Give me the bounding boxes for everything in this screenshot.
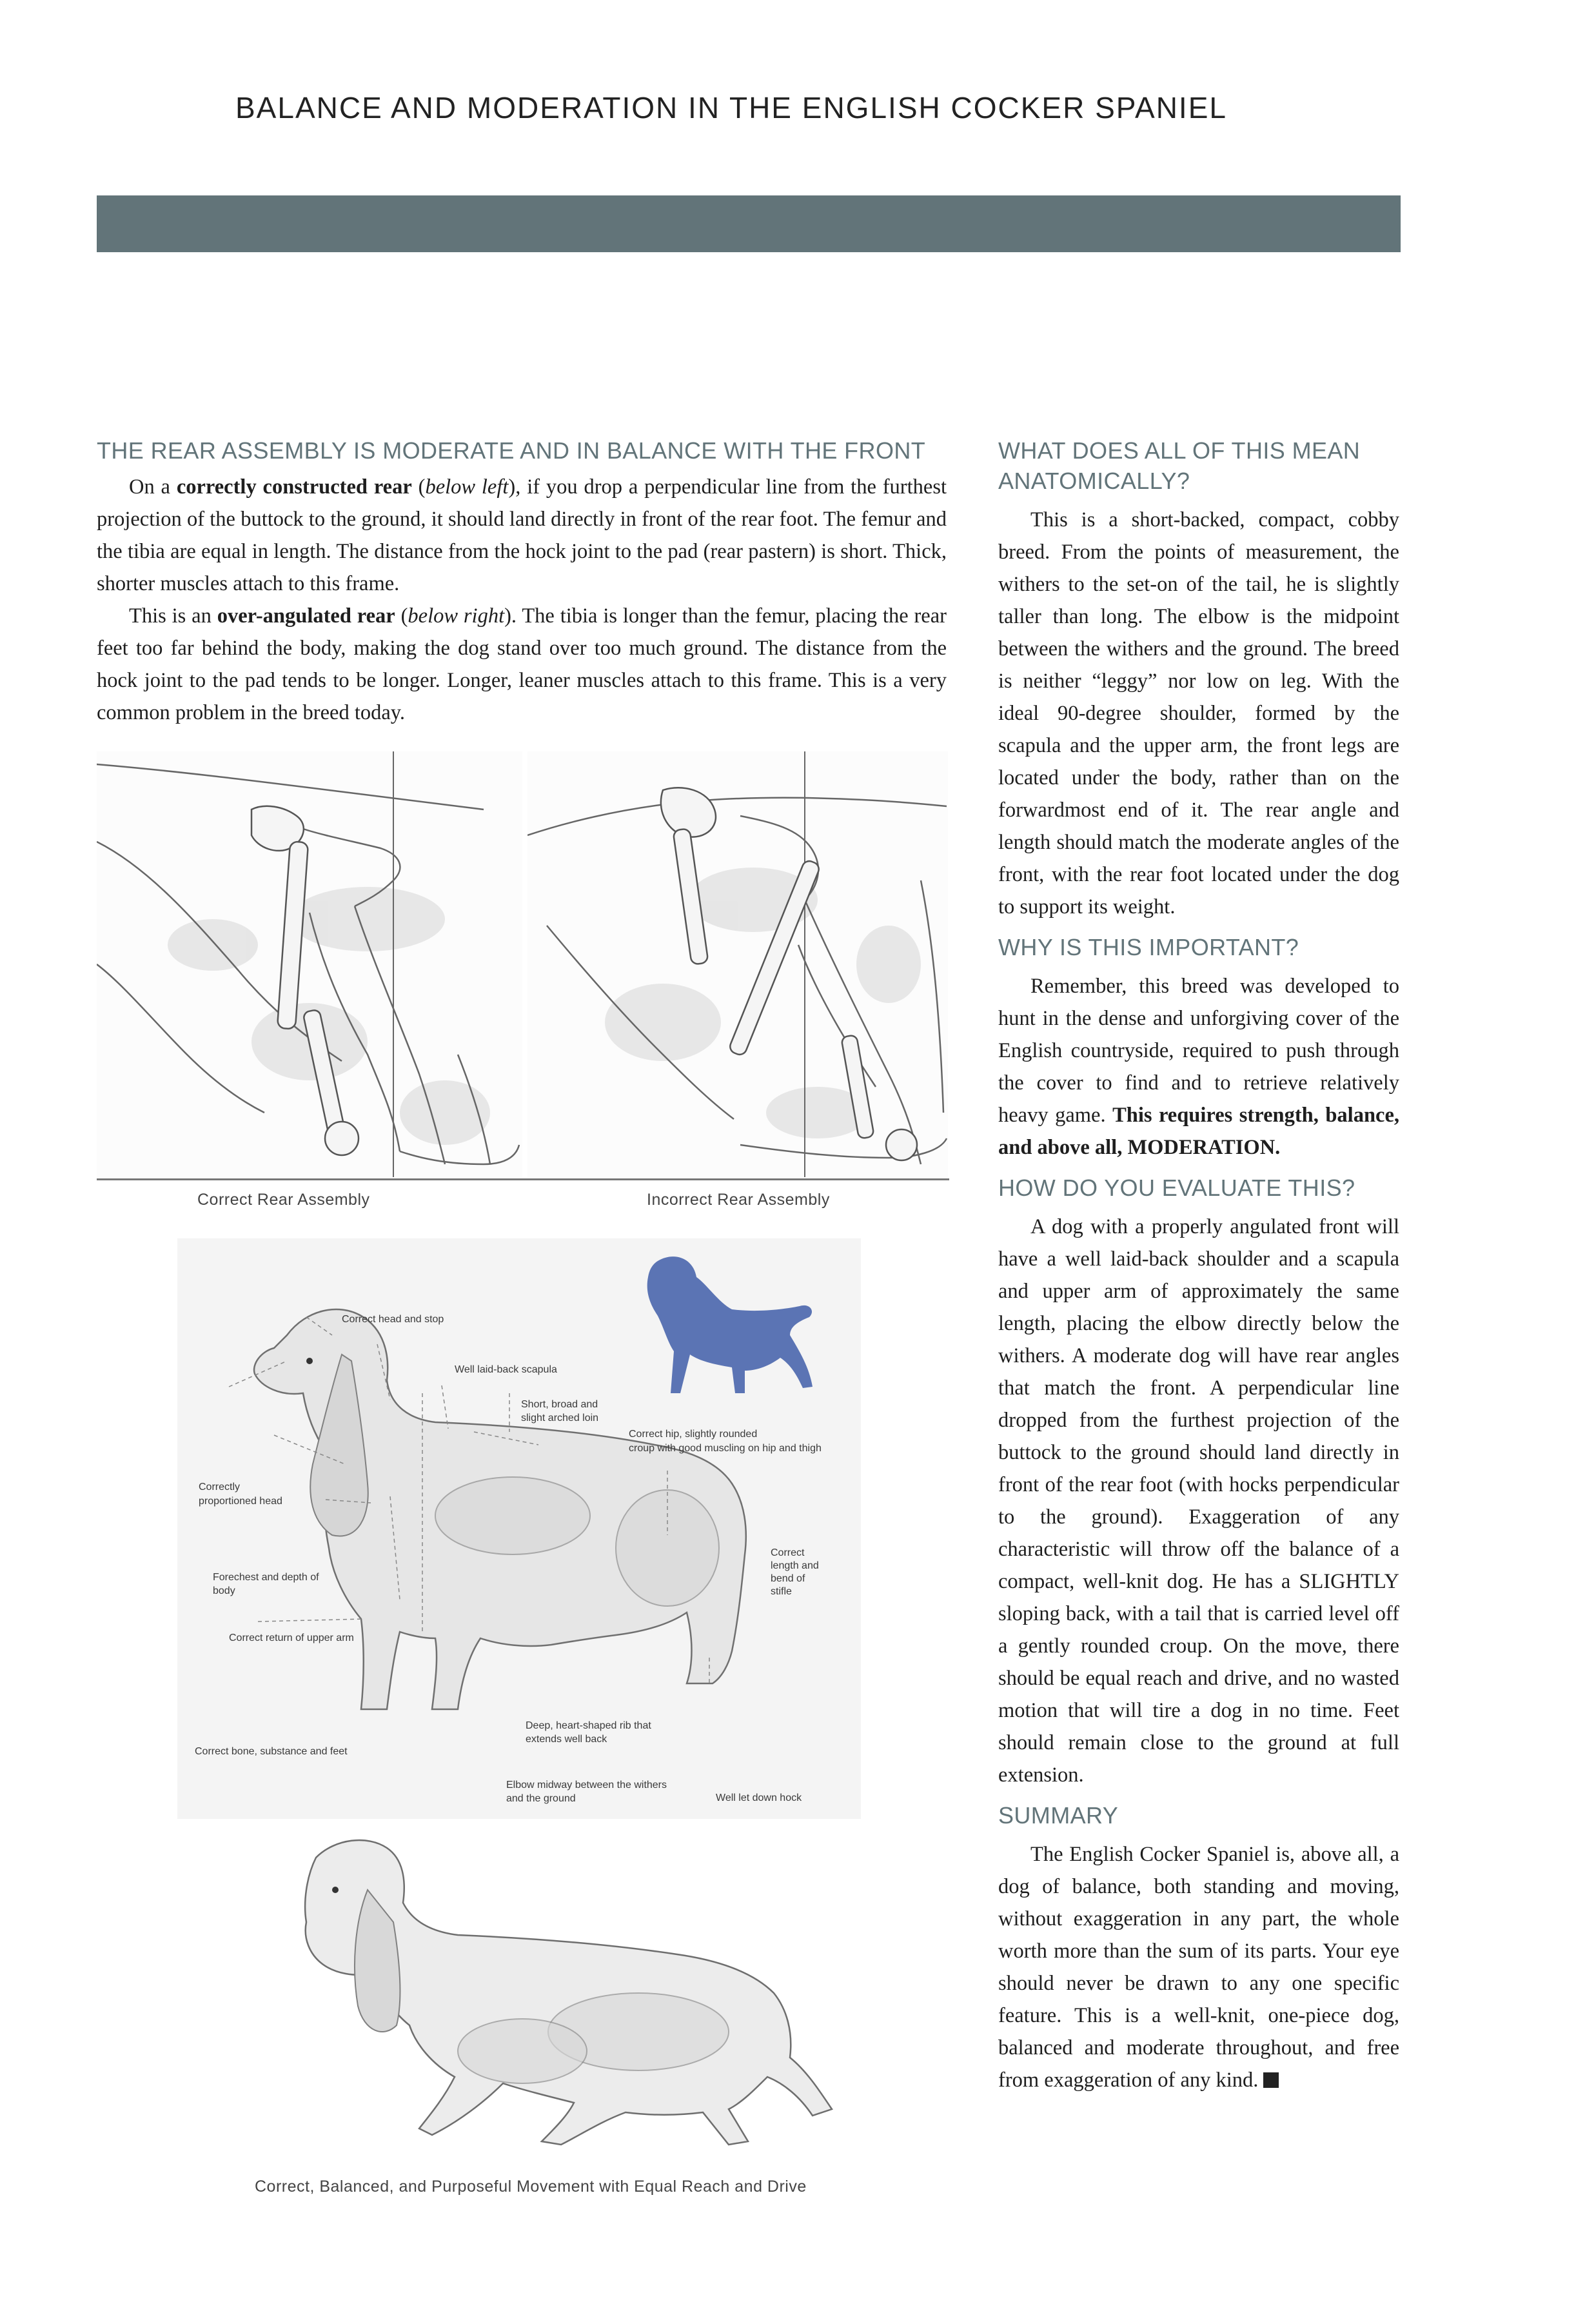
end-mark-icon bbox=[1263, 2072, 1279, 2088]
callout-upper-arm: Correct return of upper arm bbox=[229, 1632, 354, 1643]
rear-paragraph-1: On a correctly constructed rear (below left), if you drop a perpendicular line from the furthest projection of the buttock to the ground, it should land directly in front of the rear foot. The femur and the tibia are equal in length. The distance from the hock joint to the pad (rear pastern) is short. Thick, shorter muscles attach to this frame. bbox=[97, 475, 947, 595]
header-band bbox=[97, 195, 1401, 252]
evaluate-heading: HOW DO YOU EVALUATE THIS? bbox=[998, 1175, 1355, 1201]
callout-stifle-3: bend of bbox=[771, 1573, 805, 1584]
callout-elbow-1: Elbow midway between the withers bbox=[506, 1780, 667, 1791]
summary-heading: SUMMARY bbox=[998, 1802, 1119, 1829]
correct-rear-illustration bbox=[97, 751, 522, 1177]
caption-movement: Correct, Balanced, and Purposeful Movement with Equal Reach and Drive bbox=[255, 2178, 807, 2196]
callout-forechest-1: Forechest and depth of bbox=[213, 1572, 319, 1583]
incorrect-rear-illustration bbox=[527, 751, 948, 1177]
callout-scapula: Well laid-back scapula bbox=[455, 1364, 557, 1375]
rear-assembly-heading: THE REAR ASSEMBLY IS MODERATE AND IN BALANCE WITH THE FRONT bbox=[97, 437, 926, 464]
callout-stifle-1: Correct bbox=[771, 1547, 805, 1558]
callout-stifle-4: stifle bbox=[771, 1586, 792, 1597]
evaluate-paragraph: A dog with a properly angulated front will have a well laid-back shoulder and a scapula and upper arm of approximately the same length, placing the elbow directly below the withers. A moderate dog will have rear angles that match the front. A perpendicular line dropped from the furthest projection of the buttock to the ground should land directly in front of the rear foot (with hocks perpendicular to the ground). Exaggeration of any characteristic will throw off the balance of a compact, well-knit dog. He has a SLIGHTLY sloping back, with a tail that is carried level off a gently rounded croup. On the move, there should be equal reach and drive, and no wasted motion that will tire a dog in no time. Feet should remain close to the ground at full extension. bbox=[998, 1215, 1399, 1787]
callout-bone: Correct bone, substance and feet bbox=[195, 1746, 348, 1757]
callout-rib-2: extends well back bbox=[526, 1734, 607, 1745]
left-column bbox=[97, 435, 947, 729]
callout-head-stop: Correct head and stop bbox=[342, 1314, 444, 1325]
callout-elbow-2: and the ground bbox=[506, 1793, 576, 1804]
summary-paragraph: The English Cocker Spaniel is, above all, a dog of balance, both standing and moving, without exaggeration in any part, the whole worth more than the sum of its parts. Your eye should never be drawn to any one specific feature. This is a well-knit, one-piece dog, balanced and moderate throughout, and free from exaggeration of any kind. bbox=[998, 1843, 1399, 2092]
anatomy-heading: WHAT DOES ALL OF THIS MEAN ANATOMICALLY? bbox=[998, 437, 1361, 494]
right-column bbox=[998, 435, 1399, 2096]
importance-heading: WHY IS THIS IMPORTANT? bbox=[998, 934, 1299, 960]
moving-dog-illustration bbox=[239, 1819, 845, 2161]
callout-hip-1: Correct hip, slightly rounded bbox=[629, 1429, 758, 1440]
caption-correct-rear: Correct Rear Assembly bbox=[197, 1191, 370, 1209]
running-header: BALANCE AND MODERATION IN THE ENGLISH COCKER SPANIEL bbox=[235, 91, 1227, 124]
callout-hip-2: croup with good muscling on hip and thigh bbox=[629, 1443, 822, 1454]
callout-hock: Well let down hock bbox=[716, 1792, 802, 1803]
callout-loin-1: Short, broad and bbox=[521, 1399, 598, 1410]
standing-dog-anatomy-diagram bbox=[177, 1238, 861, 1819]
callout-loin-2: slight arched loin bbox=[521, 1413, 599, 1424]
callout-stifle-2: length and bbox=[771, 1560, 819, 1571]
importance-paragraph: Remember, this breed was developed to hunt in the dense and unforgiving cover of the English countryside, required to push through the cover to find and to retrieve relatively heavy game. This requires strength, balance, and above all, MODERATION. bbox=[998, 975, 1399, 1159]
callout-rib-1: Deep, heart-shaped rib that bbox=[526, 1720, 651, 1731]
anatomy-paragraph: This is a short-backed, compact, cobby breed. From the points of measurement, the withers to the set-on of the tail, he is slightly taller than long. The elbow is the midpoint between the withers and the ground. The breed is neither “leggy” nor low on leg. With the ideal 90-degree shoulder, formed by the scapula and the upper arm, the front legs are located under the body, rather than on the forwardmost end of it. The rear angle and length should match the moderate angles of the front, with the rear foot located under the dog to support its weight. bbox=[998, 508, 1399, 918]
illustration-baseline bbox=[97, 1178, 949, 1180]
callout-head-1: Correctly bbox=[199, 1482, 241, 1493]
caption-incorrect-rear: Incorrect Rear Assembly bbox=[647, 1191, 830, 1209]
callout-forechest-2: body bbox=[213, 1585, 235, 1596]
rear-paragraph-2: This is an over-angulated rear (below right). The tibia is longer than the femur, placing the rear feet too far behind the body, making the dog stand over too much ground. The distance from the hock joint to the pad tends to be longer. Longer, leaner muscles attach to this frame. This is a very common problem in the breed today. bbox=[97, 604, 947, 724]
callout-head-2: proportioned head bbox=[199, 1496, 282, 1507]
